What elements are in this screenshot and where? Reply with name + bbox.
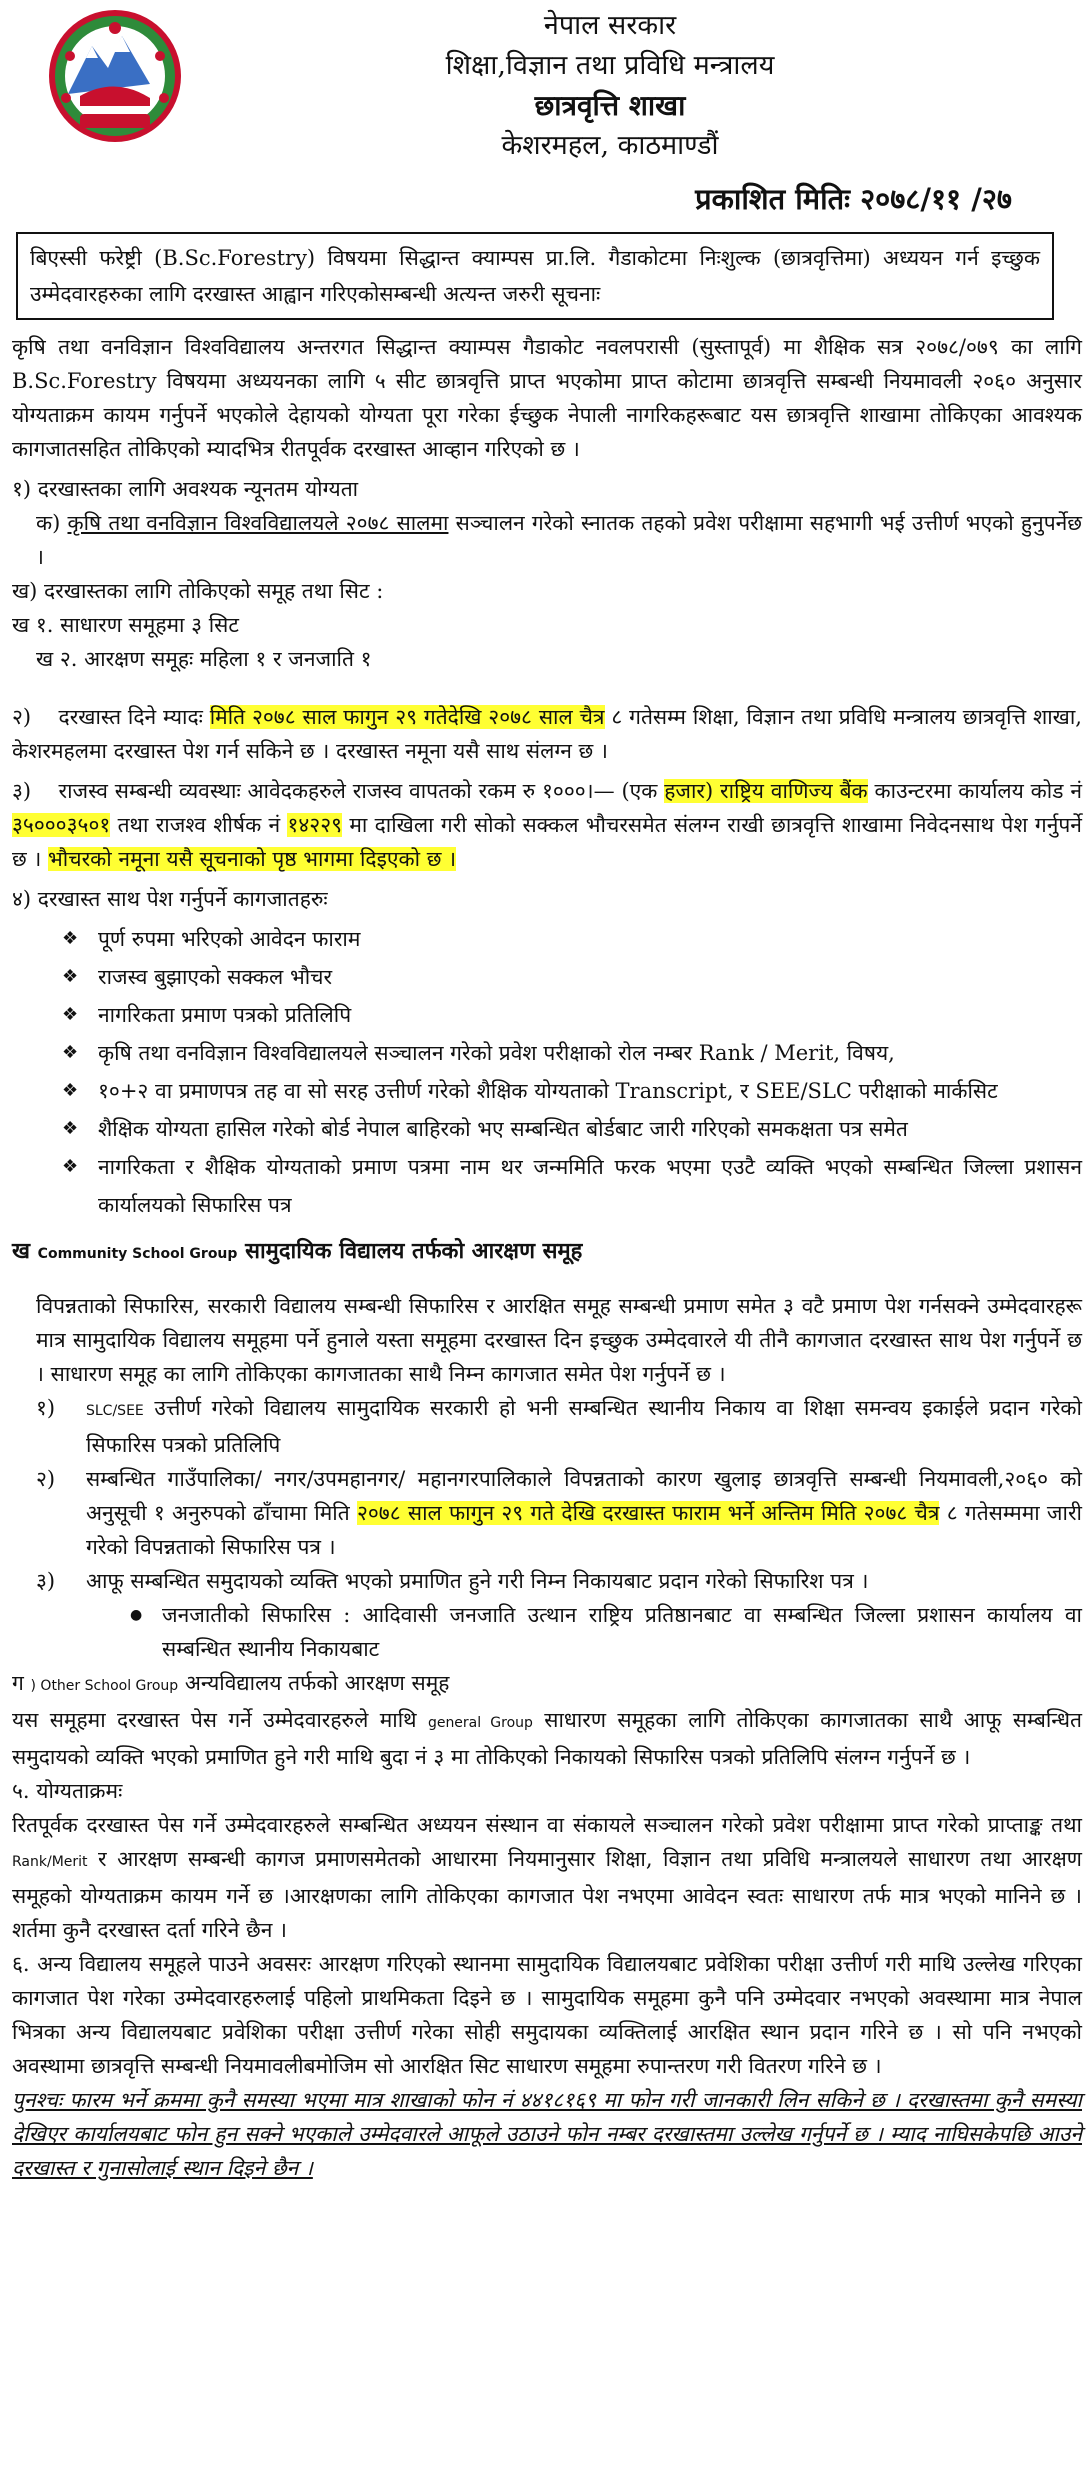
community-item-1 [12, 1391, 1082, 1462]
section-3 [12, 774, 1082, 876]
section-5-text-b: र आरक्षण सम्बन्धी कागज प्रमाणसमेतको आधारमा नियमानुसार शिक्षा, विज्ञान तथा प्रविधि मन्त्रालयले साधारण तथा आरक्षण समूहको योग्यताक्रम कायम गर्ने छ ।आरक्षणका लागि तोकिएका कागजात पेश नभएमा आवेदन स्वतः साधारण तर्फ मात्र भएको मानिने छ ।शर्तमा कुनै दरखास्त दर्ता गरिने छैन । [12, 1847, 1082, 1942]
community-item-2-text-a: सम्बन्धित गाउँपालिका/ नगर/उपमहानगर/ महानगरपालिकाले विपन्नताको कारण खुलाइ छात्रवृत्ति सम्बन्धी नियमावली,२०६० को अनुसूची १ अनुरुपको ढाँचामा मिति [86, 1467, 1082, 1525]
section-2 [12, 700, 1082, 768]
general-group-label: general Group [427, 1715, 533, 1731]
item-number: २) [36, 1467, 56, 1491]
section-5-title: ५. योग्यताक्रमः [12, 1779, 123, 1803]
other-group-prefix: ग [12, 1671, 24, 1695]
published-date: प्रकाशित मितिः २०७८/११ /२७ [695, 182, 1012, 216]
section-4-title: ४) दरखास्त साथ पेश गर्नुपर्ने कागजातहरुः [12, 887, 328, 911]
recommendation-list [12, 1598, 1082, 1666]
section-1-ka [12, 506, 1082, 574]
section-1-kha1: ख १. साधारण समूहमा ३ सिट [12, 613, 239, 637]
ministry-name: शिक्षा,विज्ञान तथा प्रविधि मन्त्रालय [445, 50, 775, 81]
section-6-paragraph: ६. अन्य विद्यालय समूहले पाउने अवसरः आरक्षण गरिएको स्थानमा सामुदायिक विद्यालयबाट प्रवेशिका परीक्षा उत्तीर्ण गरी माथि उल्लेख गरिएका कागजात पेश गरेका उम्मेदवारहरुलाई पहिलो प्राथमिकता दिइने छ । सामुदायिक समूहमा कुनै पनि उम्मेदवार नभएको अवस्थामा मात्र नेपाल भित्रका अन्य विद्यालयबाट प्रवेशिका परीक्षा उत्तीर्ण गरेका सोही समुदायका व्यक्तिलाई आरक्षित स्थान प्रदान गरिने छ । सो पनि नभएको अवस्थामा छात्रवृत्ति सम्बन्धी नियमावलीबमोजिम सो आरक्षित सिट साधारण समूहमा रुपान्तरण गरी वितरण गरिने छ । [12, 1952, 1082, 2078]
list-item: ❖ १०+२ वा प्रमाणपत्र तह वा सो सरह उत्तीर्ण गरेको शैक्षिक योग्यताको Transcript, र SEE/SLC परीक्षाको मार्कसिट [98, 1072, 1082, 1110]
required-documents-list [12, 920, 1082, 1224]
section-5-text-a: रितपूर्वक दरखास्त पेस गर्ने उम्मेदवारहरुले सम्बन्धित अध्ययन संस्थान वा संकायले सञ्चालन गरेको प्रवेश परीक्षामा प्राप्त गरेको प्राप्ताङ्क तथा [12, 1813, 1082, 1837]
section-3-text-1: राजस्व सम्बन्धी व्यवस्थाः आवेदकहरुले राजस्व वापतको रकम रु १०००।— (एक [58, 779, 658, 803]
slc-see-label: SLC/SEE [86, 1403, 144, 1419]
community-item-2 [12, 1462, 1082, 1564]
intro-paragraph: कृषि तथा वनविज्ञान विश्वविद्यालय अन्तरगत सिद्धान्त क्याम्पस गैडाकोट नवलपरासी (सुस्तापूर्व) मा शैक्षिक सत्र २०७८/०७९ का लागि B.Sc.Forestry विषयमा अध्ययनका लागि ५ सीट छात्रवृत्ति प्राप्त भएकोमा प्राप्त कोटामा छात्रवृत्ति सम्बन्धी नियमावली २०६० अनुसार योग्यताक्रम कायम गर्नुपर्ने भएकोले देहायको योग्यता पूरा गरेका ईच्छुक नेपाली नागरिकहरूबाट यस छात्रवृत्ति शाखामा तोकिएका आवश्यक कागजातसहित तोकिएको म्यादभित्र रीतपूर्वक दरखास्त आव्हान गरिएको छ । [12, 335, 1082, 461]
list-item: ❖ नागरिकता र शैक्षिक योग्यताको प्रमाण पत्रमा नाम थर जन्ममिति फरक भएमा एउटै व्यक्ति भएको सम्बन्धित जिल्ला प्रशासन कार्यालयको सिफारिस पत्र [98, 1148, 1082, 1224]
other-group-title: अन्यविद्यालय तर्फको आरक्षण समूह [184, 1671, 450, 1695]
section-3-text-3: तथा राजश्व शीर्षक नं [117, 813, 281, 837]
community-item-2-text-b: ८ गतेसम्ममा जारी गरेको विपन्नताको सिफारिस पत्र । [86, 1501, 1082, 1559]
section-3-number: ३) [12, 779, 32, 803]
item-number: १) [36, 1396, 56, 1420]
community-group-paragraph: विपन्नताको सिफारिस, सरकारी विद्यालय सम्बन्धी सिफारिस र आरक्षित समूह सम्बन्धी प्रमाण समेत ३ वटै प्रमाण पेश गर्नसक्ने उम्मेदवारहरू मात्र सामुदायिक विद्यालय समूहमा पर्ने हुनाले यस्ता समूहमा दरखास्त दिन इच्छुक उम्मेदवारले यी तीनै कागजात दरखास्त साथ पेश गर्नुपर्ने छ । साधारण समूह का लागि तोकिएका कागजातका साथै निम्न कागजात समेत पेश गर्नुपर्ने छ । [36, 1294, 1082, 1386]
ka-underlined: कृषि तथा वनविज्ञान विश्वविद्यालयले २०७८ सालमा [67, 511, 449, 535]
community-item-3 [12, 1564, 1082, 1598]
list-item: ❖ पूर्ण रुपमा भरिएको आवेदन फाराम [98, 920, 1082, 958]
community-group-prefix: ख [12, 1238, 30, 1264]
list-item: ❖ राजस्व बुझाएको सक्कल भौचर [98, 958, 1082, 996]
office-code: ३५०००३५०१ [12, 813, 111, 837]
list-item: ❖ शैक्षिक योग्यता हासिल गरेको बोर्ड नेपाल बाहिरको भए सम्बन्धित बोर्डबाट जारी गरिएको समकक्षता पत्र समेत [98, 1110, 1082, 1148]
section-1-kha: ख) दरखास्तका लागि तोकिएको समूह तथा सिट : [12, 579, 384, 603]
community-group-heading [12, 1234, 1082, 1271]
section-2-number: २) [12, 705, 32, 729]
community-item-2-highlight: २०७८ साल फागुन २९ गते देखि दरखास्त फाराम भर्ने अन्तिम मिति २०७८ चैत्र [356, 1501, 940, 1525]
other-group-text-a: यस समूहमा दरखास्त पेस गर्ने उम्मेदवारहरुले माथि [12, 1708, 417, 1732]
government-name: नेपाल सरकार [543, 10, 677, 41]
rank-merit-label: Rank/Merit [12, 1854, 88, 1870]
other-group-heading [12, 1666, 1082, 1703]
community-group-title: सामुदायिक विद्यालय तर्फको आरक्षण समूह [245, 1238, 583, 1264]
section-3-text-4: मा दाखिला गरी सोको सक्कल भौचरसमेत संलग्न राखी छात्रवृत्ति शाखामा निवेदनसाथ पेश गर्नुपर्ने छ । [12, 813, 1082, 871]
section-1-kha2: ख २. आरक्षण समूहः महिला १ र जनजाति १ [36, 647, 372, 671]
nepal-government-emblem-icon [40, 6, 190, 146]
section-2-text: ८ गतेसम्म शिक्षा, विज्ञान तथा प्रविधि मन्त्रालय छात्रवृत्ति शाखा, केशरमहलमा दरखास्त पेश गर्न सकिने छ । दरखास्त नमूना यसै साथ संलग्न छ । [12, 705, 1082, 763]
letterhead [250, 6, 970, 166]
office-location: केशरमहल, काठमाण्डौं [501, 130, 719, 161]
other-group-paragraph [12, 1703, 1082, 1774]
section-3-highlight-4: भौचरको नमूना यसै सूचनाको पृष्ठ भागमा दिइएको छ । [48, 847, 457, 871]
other-group-english: ) Other School Group [30, 1678, 179, 1694]
section-3-text-2: काउन्टरमा कार्यालय कोड नं [874, 779, 1082, 803]
section-2-label: दरखास्त दिने म्यादः [58, 705, 203, 729]
section-1-title: १) दरखास्तका लागि अवश्यक न्यूनतम योग्यता [12, 477, 359, 501]
section-3-highlight-1: हजार) राष्ट्रिय वाणिज्य बैंक [664, 779, 868, 803]
list-item: ❖ कृषि तथा वनविज्ञान विश्वविद्यालयले सञ्चालन गरेको प्रवेश परीक्षाको रोल नम्बर Rank / Merit, विषय, [98, 1034, 1082, 1072]
list-item: ● जनजातीको सिफारिस : आदिवासी जनजाति उत्थान राष्ट्रिय प्रतिष्ठानबाट वा सम्बन्धित जिल्ला प्रशासन कार्यालय वा सम्बन्धित स्थानीय निकायबाट [162, 1598, 1082, 1666]
other-group-text-b: साधारण समूहका लागि तोकिएका कागजातका साथै आफू सम्बन्धित समुदायको व्यक्ति भएको प्रमाणित हुने गरी माथि बुदा नं ३ मा तोकिएको निकायको सिफारिस पत्रको प्रतिलिपि संलग्न गर्नुपर्ने छ । [12, 1708, 1082, 1769]
community-item-1-text: उत्तीर्ण गरेको विद्यालय सामुदायिक सरकारी हो भनी सम्बन्धित स्थानीय निकाय वा शिक्षा समन्वय इकाईले प्रदान गरेको सिफारिस पत्रको प्रतिलिपि [86, 1396, 1082, 1457]
section-2-highlight: मिति २०७८ साल फागुन २९ गतेदेखि २०७८ साल चैत्र [209, 705, 605, 729]
item-number: ३) [36, 1569, 56, 1593]
list-item: ❖ नागरिकता प्रमाण पत्रको प्रतिलिपि [98, 996, 1082, 1034]
section-5-paragraph [12, 1808, 1082, 1947]
revenue-heading-code: १४२२९ [287, 813, 343, 837]
notice-subject-box: बिएस्सी फरेष्ट्री (B.Sc.Forestry) विषयमा सिद्धान्त क्याम्पस प्रा.लि. गैडाकोटमा निःशुल्क (छात्रवृत्तिमा) अध्ययन गर्न इच्छुक उम्मेदवारहरुका लागि दरखास्त आह्वान गरिएकोसम्बन्धी अत्यन्त जरुरी सूचनाः [16, 232, 1054, 320]
community-group-english: Community School Group [37, 1246, 238, 1262]
section-name: छात्रवृत्ति शाखा [534, 89, 686, 122]
footer-note: पुनश्चः फारम भर्ने क्रममा कुनै समस्या भएमा मात्र शाखाको फोन नं ४४१८१६९ मा फोन गरी जानकारी लिन सकिने छ । दरखास्तमा कुनै समस्या देखिएर कार्यालयबाट फोन हुन सक्ने भएकाले उम्मेदवारले आफूले उठाउने फोन नम्बर दरखास्तमा उल्लेख गर्नुपर्ने छ । म्याद नाघिसकेपछि आउने दरखास्त र गुनासोलाई स्थान दिइने छैन । [12, 2088, 1082, 2180]
community-item-3-text: आफू सम्बन्धित समुदायको व्यक्ति भएको प्रमाणित हुने गरी निम्न निकायबाट प्रदान गरेको सिफारिश पत्र । [86, 1569, 869, 1593]
notice-body [12, 330, 1082, 2185]
ka-rest: सञ्चालन गरेको स्नातक तहको प्रवेश परीक्षामा सहभागी भई उत्तीर्ण भएको हुनुपर्नेछ । [36, 511, 1082, 569]
ka-prefix: क) [36, 511, 61, 535]
